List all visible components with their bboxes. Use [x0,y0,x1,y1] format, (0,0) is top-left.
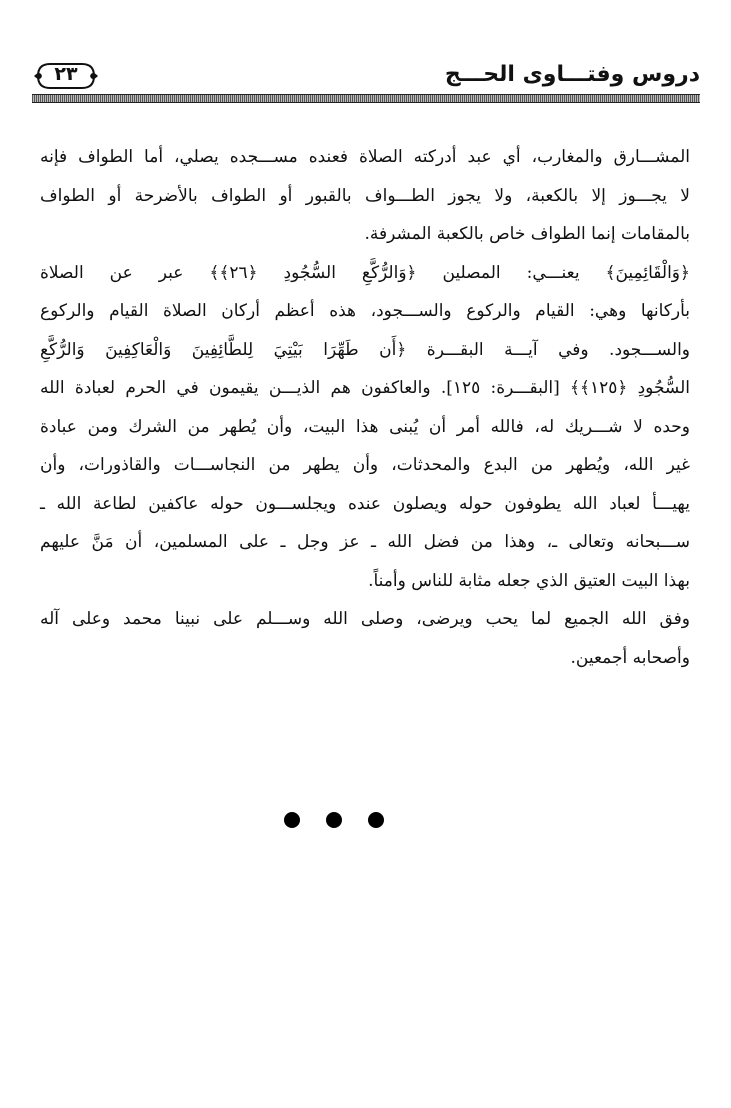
body-line: بالمقامات إنما الطواف خاص بالكعبة المشرفة. [364,224,690,244]
body-line: وأصحابه أجمعين. [570,647,690,668]
section-end-separator [280,812,390,828]
body-line: المشـــارق والمغارب، أي عبد أدركته الصلاة فعنده مســـجده يصلي، أما الطواف فإنه [40,147,690,167]
body-line: غير الله، ويُطهر من البدع والمحدثات، وأن يطهر من النجاســـات والقاذورات، وأن [40,455,690,475]
book-title: دروس وفتـــاوى الحـــج [444,62,700,87]
separator-dot-icon [326,812,342,828]
body-line: يهيـــأ لعباد الله يطوفون حوله ويصلون عنده ويجلســـون حوله عاكفين لطاعة الله ـ [40,493,690,514]
body-line: ﴿وَالْقَائِمِينَ﴾ يعنـــي: المصلين ﴿وَالرُّكَّعِ السُّجُودِ ﴿٢٦﴾﴾ عبر عن الصلاة [40,262,690,283]
body-line: بأركانها وهي: القيام والركوع والســـجود، هذه أعظم أركان الصلاة القيام والركوع [40,301,690,321]
body-line: بهذا البيت العتيق الذي جعله مثابة للناس وأمناً. [368,570,690,591]
body-line: لا يجـــوز إلا بالكعبة، ولا يجوز الطـــواف بالقبور أو الطواف بالأضرحة أو الطواف [40,185,690,206]
separator-dot-icon [368,812,384,828]
body-line: وفق الله الجميع لما يحب ويرضى، وصلى الله وســـلم على نبينا محمد وعلى آله [40,609,690,629]
body-line: السُّجُودِ ﴿١٢٥﴾﴾ [البقـــرة: ١٢٥]. والعاكفون هم الذيـــن يقيمون في الحرم لعبادة الله [40,378,691,398]
page-header [32,56,700,102]
body-line: ســـبحانه وتعالى ـ، وهذا من فضل الله ـ عز وجل ـ على المسلمين، أن مَنَّ عليهم [40,532,690,552]
body-line: والســـجود. وفي آيـــة البقـــرة ﴿أَن طَهِّرَا بَيْتِيَ لِلطَّائِفِينَ وَالْعَاكِفِينَ وَالرُّكَّعِ [40,339,690,360]
page-number: ٢٣ [54,63,78,85]
page-body [40,138,690,677]
body-line: وحده لا شـــريك له، فالله أمر أن يُبنى هذا البيت، وأن يُطهر من الشرك ومن عبادة [40,416,690,437]
header-rule [32,94,700,103]
page-number-badge [32,60,100,90]
separator-dot-icon [284,812,300,828]
